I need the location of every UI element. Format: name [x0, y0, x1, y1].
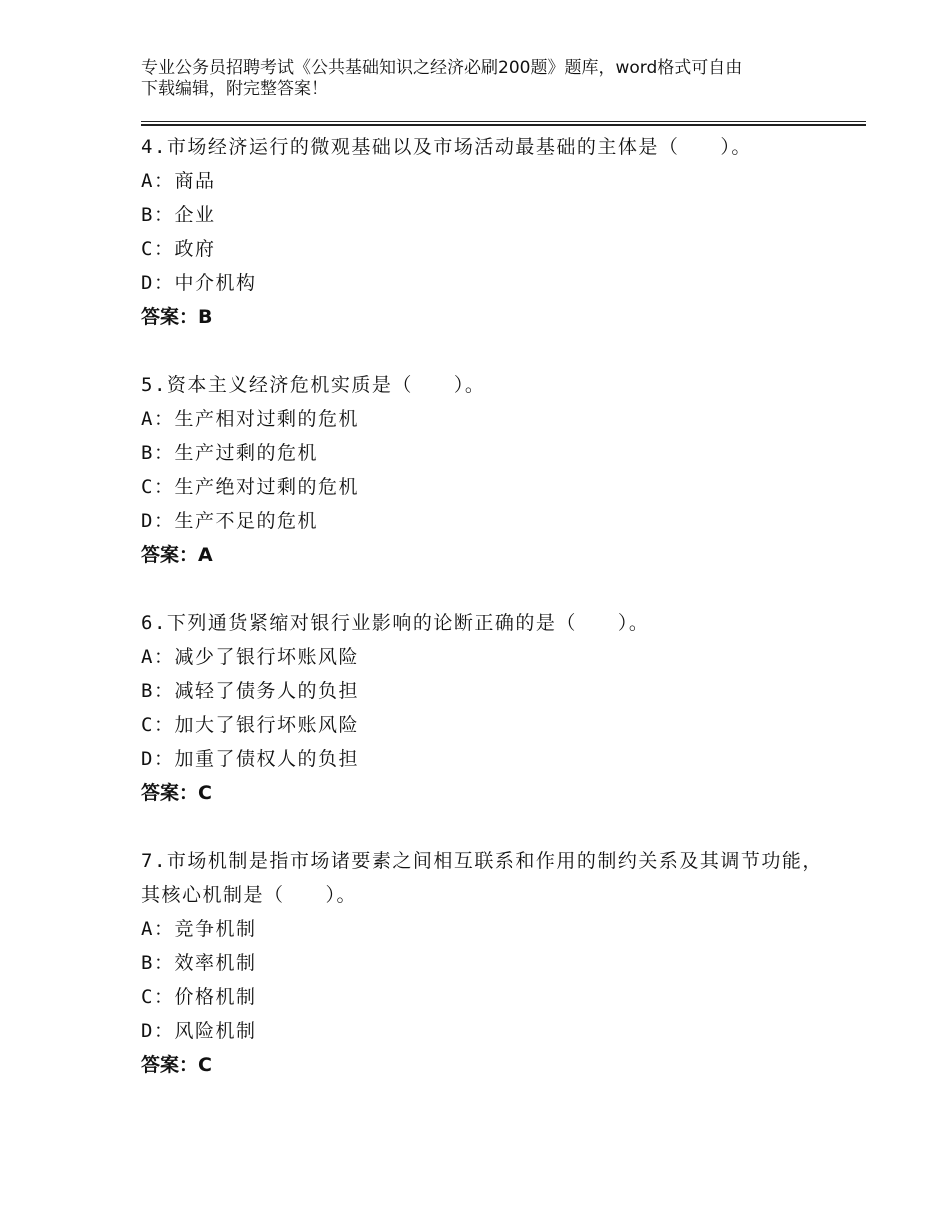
question-stem: 7.市场机制是指市场诸要素之间相互联系和作用的制约关系及其调节功能，其核心机制是（ ）。: [141, 850, 823, 906]
question-6: [141, 606, 841, 810]
answer-line: 答案：C: [141, 1054, 212, 1076]
option-c: C：价格机制: [141, 986, 257, 1008]
question-list: [141, 130, 841, 1116]
option-d: D：风险机制: [141, 1020, 257, 1042]
option-b: B：减轻了债务人的负担: [141, 680, 359, 702]
option-c: C：政府: [141, 238, 216, 260]
option-c: C：生产绝对过剩的危机: [141, 476, 359, 498]
question-stem: 5.资本主义经济危机实质是（ ）。: [141, 374, 486, 396]
question-7: [141, 844, 841, 1082]
option-d: D：中介机构: [141, 272, 257, 294]
question-stem: 6.下列通货紧缩对银行业影响的论断正确的是（ ）。: [141, 612, 650, 634]
option-b: B：生产过剩的危机: [141, 442, 318, 464]
option-a: A：减少了银行坏账风险: [141, 646, 359, 668]
header-line-1: 专业公务员招聘考试《公共基础知识之经济必刷200题》题库，word格式可自由: [141, 58, 743, 78]
option-d: D：加重了债权人的负担: [141, 748, 359, 770]
option-a: A：竞争机制: [141, 918, 257, 940]
option-b: B：企业: [141, 204, 216, 226]
option-b: B：效率机制: [141, 952, 257, 974]
header-divider: [141, 121, 866, 126]
option-c: C：加大了银行坏账风险: [141, 714, 359, 736]
header-line-2: 下载编辑，附完整答案！: [141, 79, 328, 99]
answer-line: 答案：B: [141, 306, 213, 328]
question-5: [141, 368, 841, 572]
option-a: A：生产相对过剩的危机: [141, 408, 359, 430]
option-d: D：生产不足的危机: [141, 510, 318, 532]
document-header: [141, 58, 841, 100]
answer-line: 答案：C: [141, 782, 212, 804]
answer-line: 答案：A: [141, 544, 213, 566]
option-a: A：商品: [141, 170, 216, 192]
question-stem: 4.市场经济运行的微观基础以及市场活动最基础的主体是（ ）。: [141, 136, 752, 158]
question-4: [141, 130, 841, 334]
